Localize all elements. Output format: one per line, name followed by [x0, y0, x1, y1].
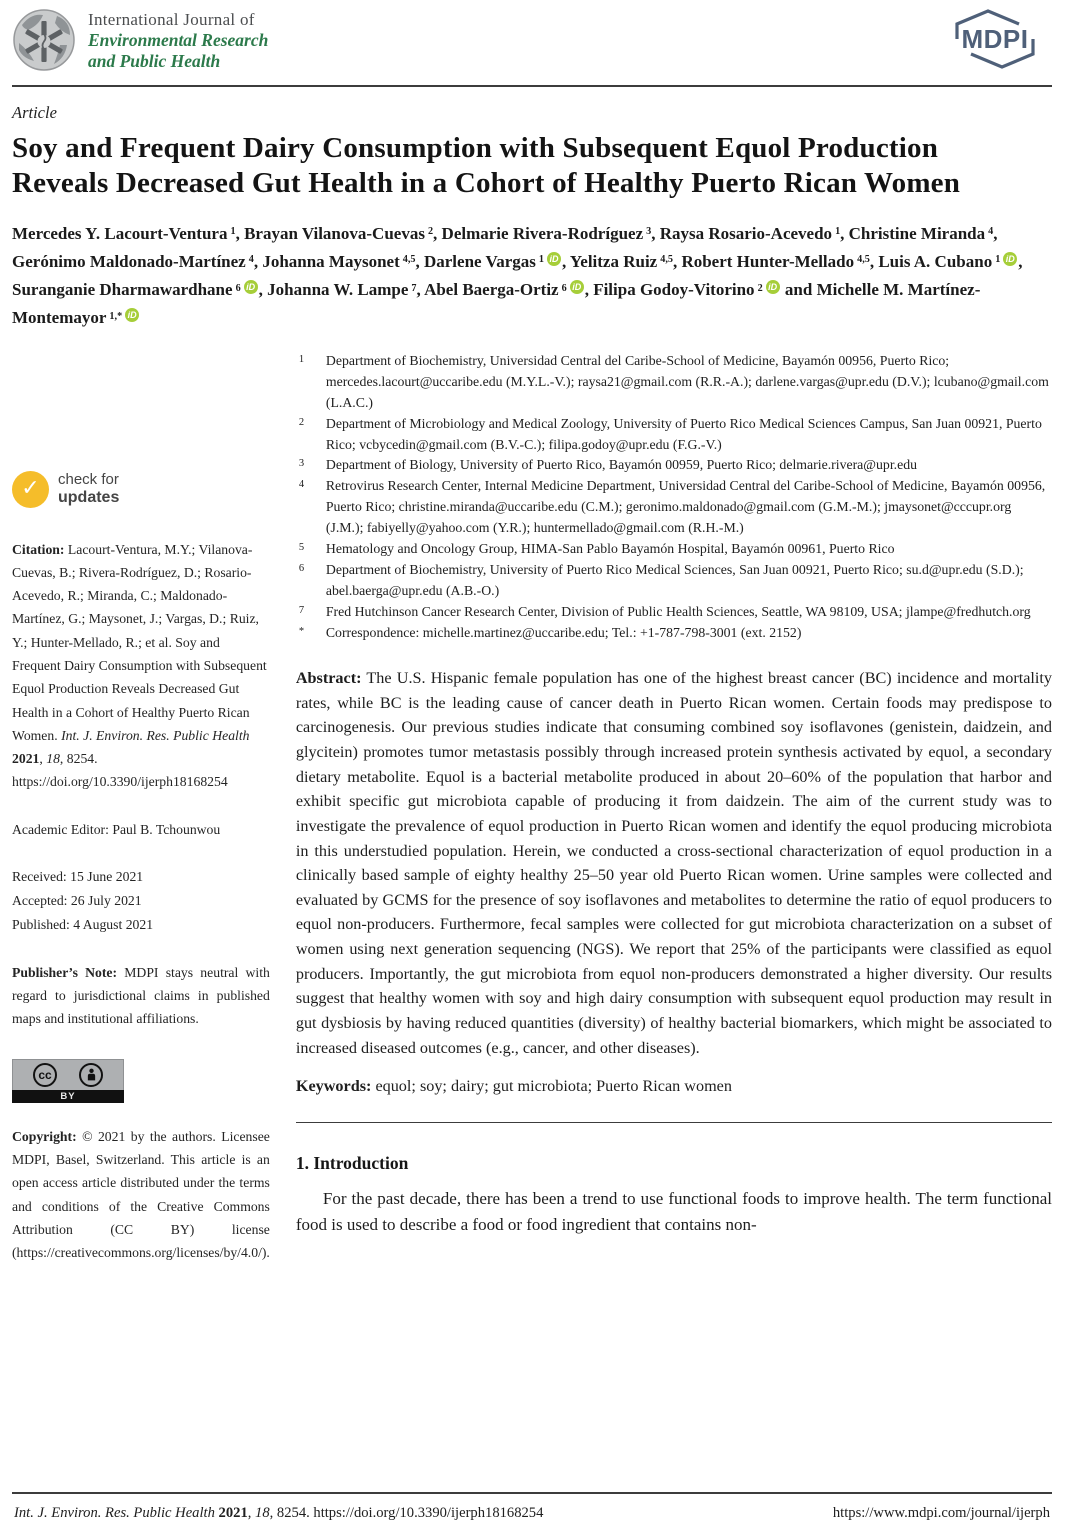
affiliation-marker: * — [298, 626, 305, 638]
check-mark: ✓ — [21, 476, 40, 502]
orcid-icon[interactable]: iD — [125, 308, 139, 322]
published-date: Published: 4 August 2021 — [12, 916, 154, 932]
introduction-heading: 1. Introduction — [295, 1153, 409, 1174]
updates-text: updates — [58, 488, 120, 506]
accepted-date: Accepted: 26 July 2021 — [12, 892, 142, 908]
author-entry: Abel Baerga-Ortiz $^6$ iD , — [424, 280, 594, 300]
affiliation-text: Correspondence: michelle.martinez@uccaribe.edu; Tel.: +1-787-798-3001 (ext. 2152) — [325, 625, 802, 641]
cc-icon: cc — [33, 1063, 57, 1087]
person-icon — [79, 1063, 103, 1087]
cc-by-label: BY — [12, 1090, 124, 1103]
orcid-icon[interactable]: iD — [547, 252, 561, 266]
citation-block — [12, 538, 270, 794]
orcid-icon[interactable]: iD — [244, 280, 258, 294]
mdpi-logo[interactable] — [944, 8, 1046, 77]
abstract-label: Abstract: — [295, 669, 362, 688]
author-entry: Mercedes Y. Lacourt-Ventura $^1$, — [12, 223, 245, 243]
footer-citation: Int. J. Environ. Res. Public Health 2021, 18, 8254. https://doi.org/10.3390/ijerph18168254 — [14, 1505, 544, 1521]
keywords-text: equol; soy; dairy; gut microbiota; Puerto Rican women — [375, 1077, 732, 1096]
main-column — [296, 351, 1052, 1238]
affiliation-text: Department of Biochemistry, University of Puerto Rico Medical Sciences, San Juan 00921, Puerto Rico; su.d@upr.edu (S.D.); abel.baerga@upr.edu (A.B.-O.) — [325, 562, 1024, 599]
introduction-paragraph: For the past decade, there has been a trend to use functional foods to improve health. The term functional food is used to describe a food or food ingredient that contains non- — [295, 1189, 1052, 1234]
affiliation-marker: 3 — [298, 458, 305, 470]
journal-name — [88, 8, 268, 71]
paper-title: Soy and Frequent Dairy Consumption with Subsequent Equol Production Reveals Decreased Gut Health in a Cohort of Healthy Puerto Rican Women — [12, 132, 961, 200]
author-entry: Johanna Maysonet $^{4,5}$, — [262, 251, 424, 271]
orcid-icon[interactable]: iD — [570, 280, 584, 294]
author-entry: Darlene Vargas $^1$ iD , — [423, 251, 570, 271]
affiliation-text: Retrovirus Research Center, Internal Medicine Department, Universidad Central del Caribe-School of Medicine, Bayamón 00956, Puerto Rico; christine.miranda@uccaribe.edu (C.M.); geronimo.maldonado@gmail.com (G.M.-M.); jmaysonet@cccupr.org (J.M.); fabiyelly@yahoo.com (Y.R.); huntermellado@gmail.com (R.H.-M.) — [325, 478, 1046, 536]
journal-name-line3: and Public Health — [88, 51, 221, 71]
affiliation-item — [296, 414, 1052, 456]
check-for-text: check for — [58, 470, 119, 488]
author-entry: Luis A. Cubano $^1$ iD , — [878, 251, 1023, 271]
affiliation-marker: 5 — [298, 542, 305, 554]
affiliation-text: Hematology and Oncology Group, HIMA-San Pablo Bayamón Hospital, Bayamón 00961, Puerto Rico — [325, 541, 895, 557]
author-entry: Michelle M. Martínez-Montemayor $^{1,*}$ iD — [12, 280, 981, 328]
copyright-label: Copyright: — [12, 1128, 77, 1144]
left-sidebar — [12, 351, 270, 1265]
affiliation-text: Fred Hutchinson Cancer Research Center, Division of Public Health Sciences, Seattle, WA 98109, USA; jlampe@fredhutch.org — [325, 604, 1031, 620]
affiliation-marker: 2 — [298, 416, 305, 428]
received-date: Received: 15 June 2021 — [12, 869, 144, 884]
author-entry: Delmarie Rivera-Rodríguez $^3$, — [441, 223, 660, 243]
author-entry: Johanna W. Lampe $^7$, — [267, 280, 425, 300]
keywords — [296, 1077, 1052, 1096]
affiliation-item — [296, 455, 1052, 476]
author-entry: Robert Hunter-Mellado $^{4,5}$, — [681, 251, 879, 271]
affiliation-marker: 6 — [298, 563, 305, 575]
article-type: Article — [12, 103, 57, 122]
affiliation-item — [296, 351, 1052, 414]
page-footer — [12, 1492, 1052, 1536]
affiliations — [296, 351, 1052, 645]
affiliation-marker: 7 — [298, 605, 305, 617]
mdpi-wordmark: MDPI — [961, 24, 1029, 54]
journal-identity — [12, 8, 268, 72]
author-list — [12, 220, 1042, 333]
academic-editor: Academic Editor: Paul B. Tchounwou — [12, 821, 221, 837]
content-columns — [12, 351, 1052, 1265]
author-entry: Yelitza Ruiz $^{4,5}$, — [569, 251, 682, 271]
author-entry: Raysa Rosario-Acevedo $^1$, — [659, 223, 849, 243]
check-for-updates-badge[interactable] — [12, 471, 270, 508]
copyright-block — [12, 1125, 270, 1265]
citation-label: Citation: — [12, 541, 65, 557]
affiliation-text: Department of Biochemistry, Universidad Central del Caribe-School of Medicine, Bayamón 00956, Puerto Rico; mercedes.lacourt@uccaribe.edu (M.Y.L.-V.); raysa21@gmail.com (R.R.-A.); darlene.vargas@upr.edu (D.V.); lcubano@gmail.com (L.A.C.) — [325, 352, 1049, 410]
publishers-note-text: MDPI stays neutral with regard to jurisdictional claims in published maps and institutional affiliations. — [12, 964, 270, 1027]
check-for-updates-label — [58, 472, 119, 507]
journal-globe-icon — [12, 8, 76, 72]
author-entry: Gerónimo Maldonado-Martínez $^4$, — [12, 251, 263, 271]
affiliation-item — [296, 623, 1052, 644]
journal-name-line2: Environmental Research — [88, 30, 269, 51]
copyright-text: © 2021 by the authors. Licensee MDPI, Basel, Switzerland. This article is an open access article distributed under the terms and conditions of the Creative Commons Attribution (CC BY) license (https://creativecommons.org/licenses/by/4.0/). — [12, 1128, 270, 1261]
publishers-note-label: Publisher’s Note: — [12, 964, 118, 980]
affiliation-text: Department of Microbiology and Medical Zoology, University of Puerto Rico Medical Sciences Campus, San Juan 00921, Puerto Rico; vcbycedin@gmail.com (B.V.-C.); filipa.godoy@upr.edu (F.G.-V.) — [325, 415, 1042, 452]
affiliation-marker: 1 — [298, 353, 305, 365]
affiliation-marker: 4 — [298, 479, 305, 491]
cc-by-license-badge[interactable] — [12, 1059, 124, 1103]
affiliation-item — [296, 560, 1052, 602]
author-entry: Brayan Vilanova-Cuevas $^2$, — [244, 223, 442, 243]
affiliation-item — [296, 476, 1052, 539]
abstract — [296, 666, 1052, 1060]
author-entry: Christine Miranda $^4$, — [848, 223, 998, 243]
author-entry: Filipa Godoy-Vitorino $^2$ iD and — [593, 280, 817, 300]
publishers-note — [12, 961, 270, 1031]
citation-text: Lacourt-Ventura, M.Y.; Vilanova-Cuevas, B.; Rivera-Rodríguez, D.; Rosario-Acevedo, R.; Miranda, C.; Maldonado-Martínez, G.; Maysonet, J.; Vargas, D.; Ruiz, Y.; Hunter-Mellado, R.; et al. Soy and Frequent Dairy Consumption with Subsequent Equol Production Reveals Decreased Gut Health in a Cohort of Healthy Puerto Rican Women. Int. J. Environ. Res. Public Health 2021, 18, 8254. https://doi.org/10.3390/ijerph18168254 — [12, 541, 267, 790]
cc-badge-top — [12, 1059, 124, 1090]
keywords-label: Keywords: — [295, 1077, 372, 1096]
footer-journal-url[interactable]: https://www.mdpi.com/journal/ijerph — [832, 1505, 1050, 1521]
affiliation-item — [296, 602, 1052, 623]
check-icon — [12, 471, 49, 508]
orcid-icon[interactable]: iD — [766, 280, 780, 294]
author-entry: Suranganie Dharmawardhane $^6$ iD , — [12, 280, 268, 300]
journal-header — [12, 8, 1052, 87]
dates-block — [12, 865, 270, 937]
journal-name-prefix: International Journal of — [88, 10, 255, 30]
affiliation-text: Department of Biology, University of Puerto Rico, Bayamón 00959, Puerto Rico; delmarie.rivera@upr.edu — [325, 457, 918, 473]
affiliation-item — [296, 539, 1052, 560]
orcid-icon[interactable]: iD — [1003, 252, 1017, 266]
abstract-text: The U.S. Hispanic female population has one of the highest breast cancer (BC) incidence and mortality rates, while BC is the leading cause of cancer death in Puerto Rican women. Certain foods may predispose to carcinogenesis. Our previous studies indicate that consuming combined soy isoflavones (genistein, daidzein, and glycitein) promotes tumor metastasis possibly through increased protein synthesis activated by equol, a secondary dietary metabolite. Equol is a bacterial metabolite produced in about 20–60% of the population that harbor and exhibit specific gut microbiota capable of producing it from daidzein. The aim of the current study was to investigate the prevalence of equol production in Puerto Rican women and identify the equol producing microbiota in this understudied population. Herein, we conducted a cross-sectional characterization of equol production in a clinically based sample of eighty healthy 25–50 year old Puerto Rican women. Urine samples were collected and evaluated by GCMS for the presence of soy isoflavones and metabolites to determine the ratio of equol producers to equol non-producers. Furthermore, fecal samples were collected for gut microbiota characterization on a subset of women using next generation sequencing (NGS). We report that 25% of the participants were classified as equol producers. Importantly, the gut microbiota from equol non-producers demonstrated a higher diversity. Our results suggest that healthy women with soy and high dairy consumption with subsequent equol production may result in gut dysbiosis by having reduced quantities (diversity) of healthy bacterial biomarkers, which might be associated to increased diseased outcomes (e.g., cancer, and other diseases). — [295, 669, 1052, 1057]
section-divider — [296, 1122, 1052, 1123]
